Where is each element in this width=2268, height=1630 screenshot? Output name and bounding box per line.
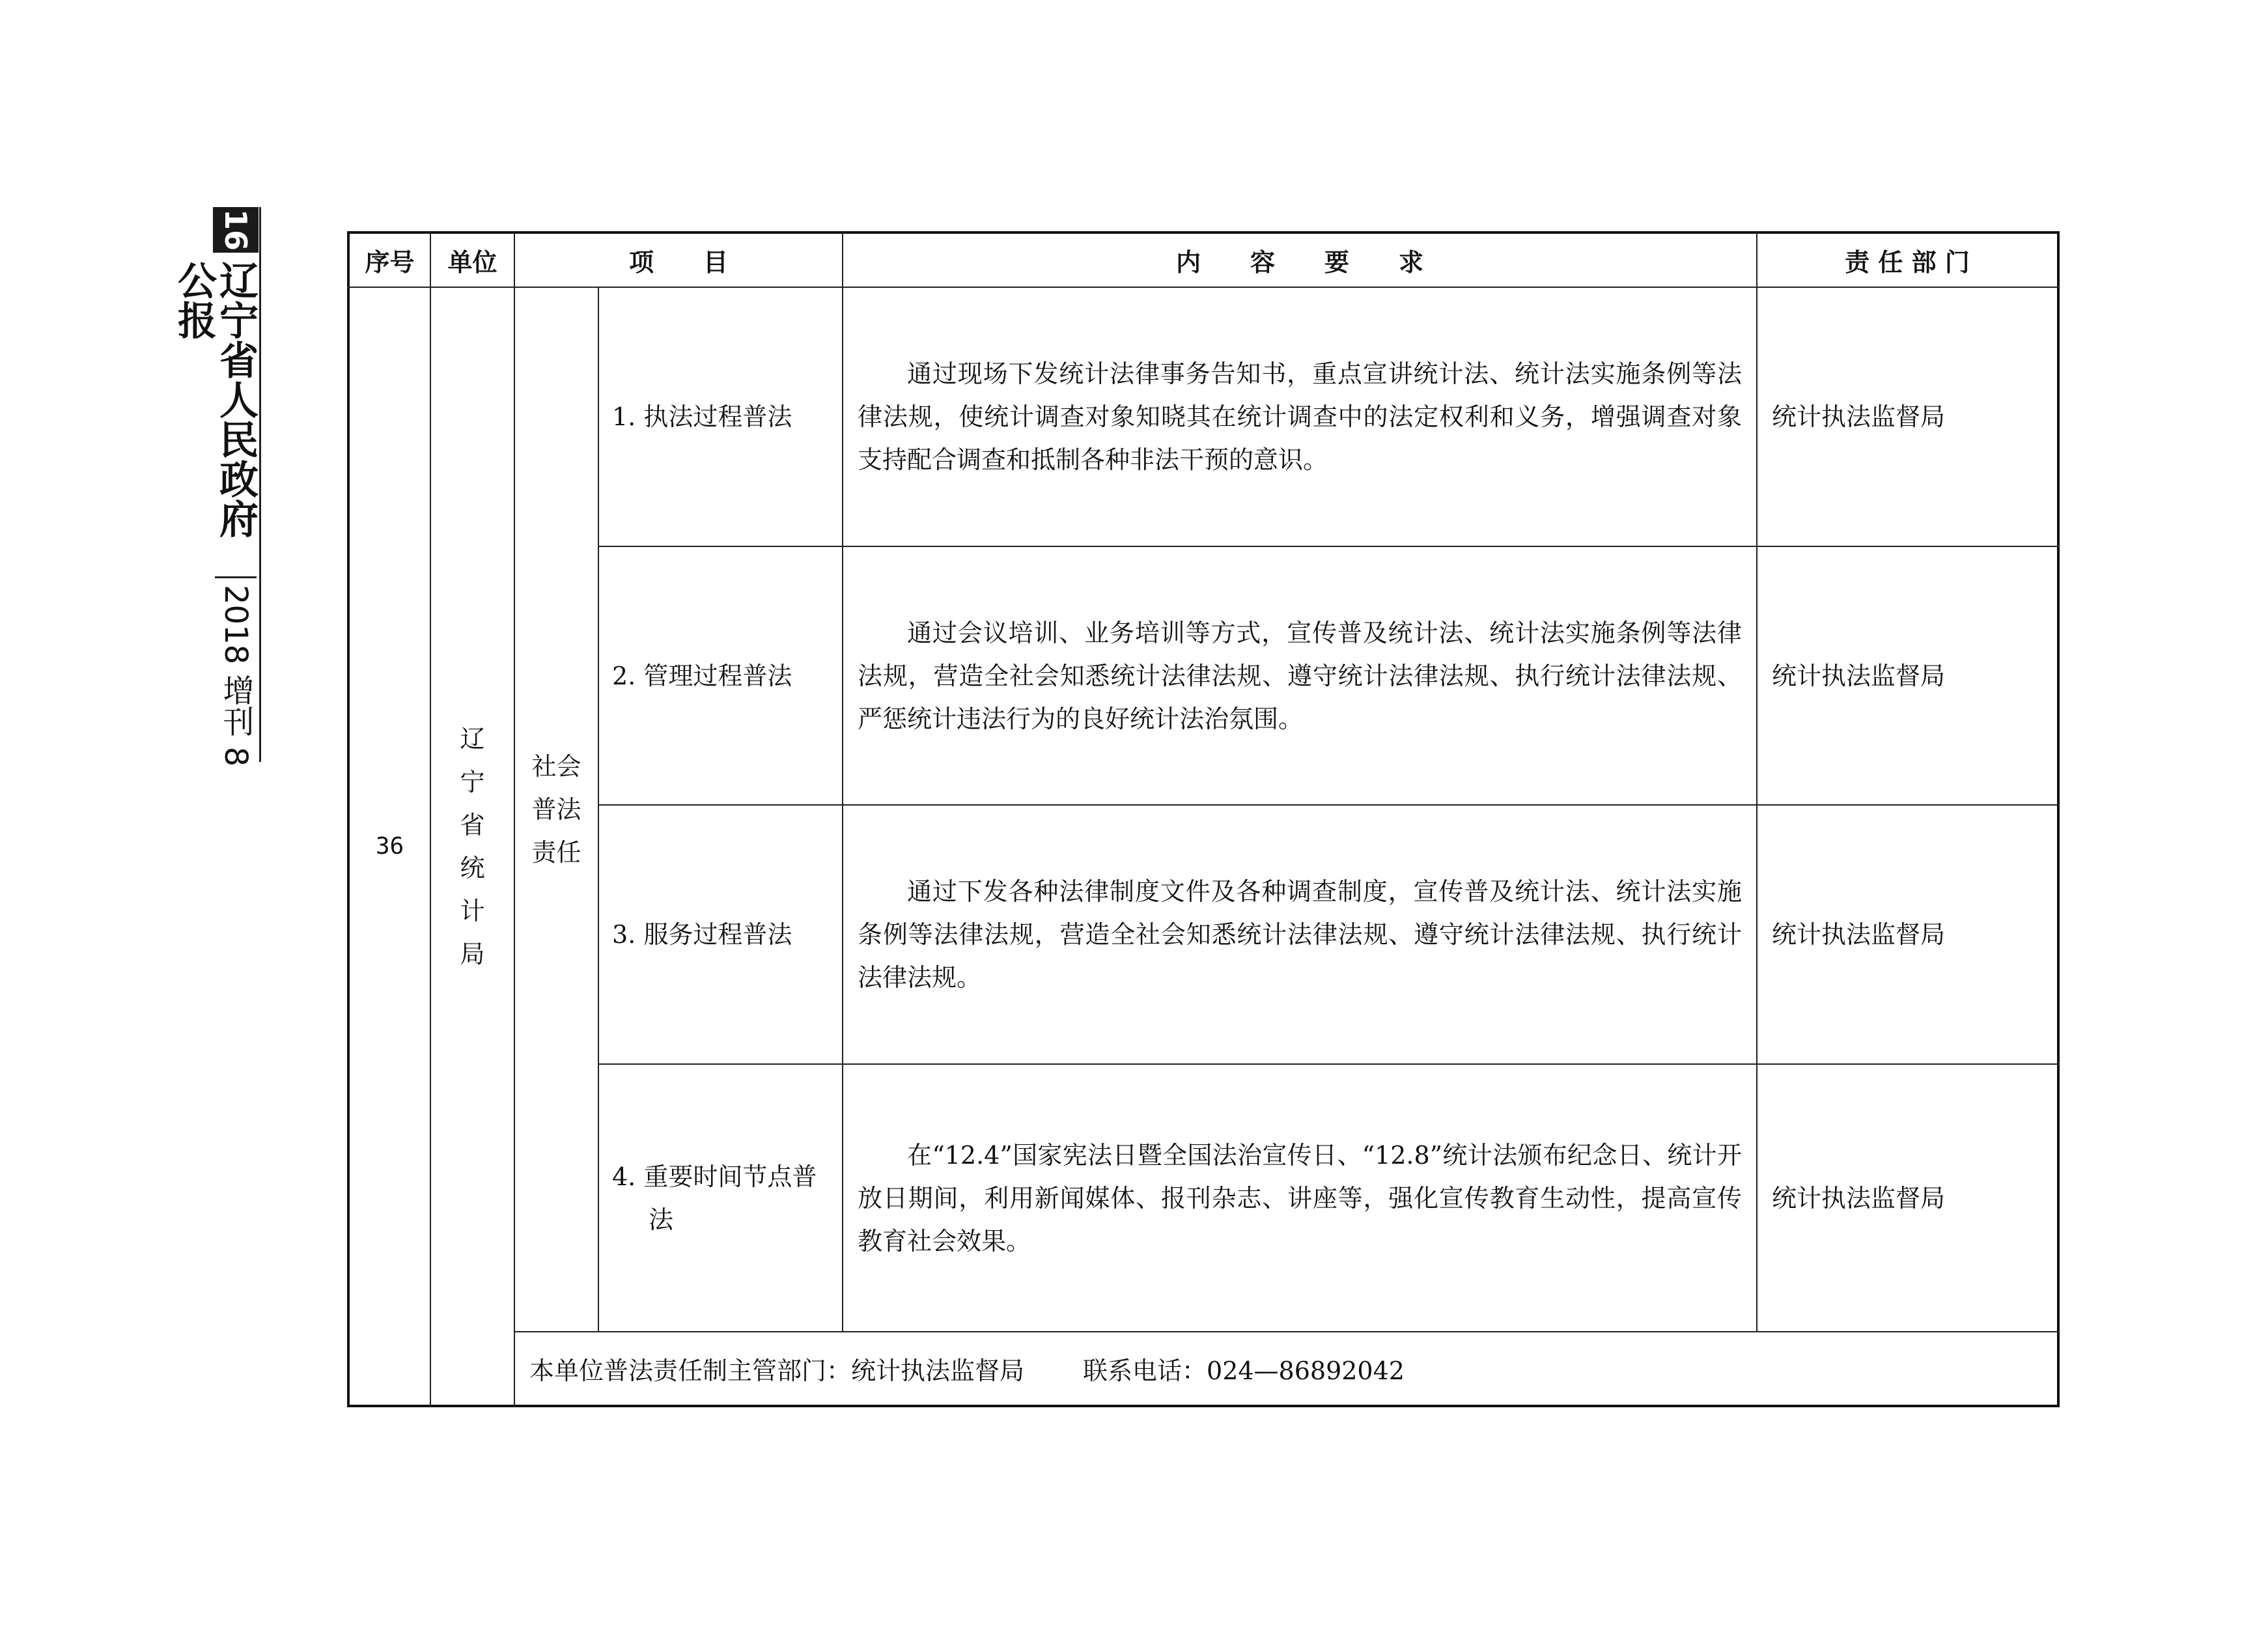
footer-row xyxy=(515,1332,2057,1405)
header-unit: 单位 xyxy=(447,248,497,277)
header-content: 内 容 要 求 xyxy=(1175,248,1423,277)
footer-responsible: 本单位普法责任制主管部门：统计执法监督局 xyxy=(529,1356,1025,1385)
item-content-4: 在“12.4”国家宪法日暨全国法治宣传日、“12.8”统计法颁布纪念日、统计开放日期间，利用新闻媒体、报刊杂志、讲座等，强化宣传教育生动性，提高宣传教育社会效果。 xyxy=(858,1140,1742,1256)
item-label-3: 3. 服务过程普法 xyxy=(612,920,792,949)
item-label-1: 1. 执法过程普法 xyxy=(612,402,792,431)
item-content-3: 通过下发各种法律制度文件及各种调查制度，宣传普及统计法、统计法实施条例等法律法规，营造全社会知悉统计法律法规、遵守统计法律法规、执行统计法律法规。 xyxy=(858,877,1742,992)
header-rule xyxy=(259,207,261,762)
header-index: 序号 xyxy=(365,248,415,277)
item-content-2: 通过会议培训、业务培训等方式，宣传普及统计法、统计法实施条例等法律法规，营造全社会知悉统计法律法规、遵守统计法律法规、执行统计法律法规、严惩统计违法行为的良好统计法治氛围。 xyxy=(858,618,1742,733)
item-department-3: 统计执法监督局 xyxy=(1772,920,1946,949)
row-unit: 辽宁省统计局 xyxy=(460,724,485,968)
item-label-4: 4. 重要时间节点普法 xyxy=(612,1162,817,1234)
page-number-text: 16 xyxy=(217,208,253,251)
header-department: 责 任 部 门 xyxy=(1845,248,1970,277)
row-category: 社会普法责任 xyxy=(531,752,581,867)
item-department-4: 统计执法监督局 xyxy=(1772,1183,1946,1213)
item-department-2: 统计执法监督局 xyxy=(1772,661,1946,690)
journal-title: 辽宁省人民政府公报 xyxy=(171,260,259,539)
item-label-2: 2. 管理过程普法 xyxy=(612,661,792,690)
issue-label: 2018 增刊 8 xyxy=(217,585,254,767)
item-content-1: 通过现场下发统计法律事务告知书，重点宣讲统计法、统计法实施条例等法律法规，使统计调查对象知晓其在统计调查中的法定权利和义务，增强调查对象支持配合调查和抵制各种非法干预的意识。 xyxy=(858,359,1742,474)
issue-separator xyxy=(215,576,257,578)
header-project: 项 目 xyxy=(628,248,728,277)
footer-phone: 联系电话：024—86892042 xyxy=(1083,1356,1405,1385)
page-number xyxy=(213,207,259,253)
item-department-1: 统计执法监督局 xyxy=(1772,402,1946,431)
row-index: 36 xyxy=(375,832,404,860)
